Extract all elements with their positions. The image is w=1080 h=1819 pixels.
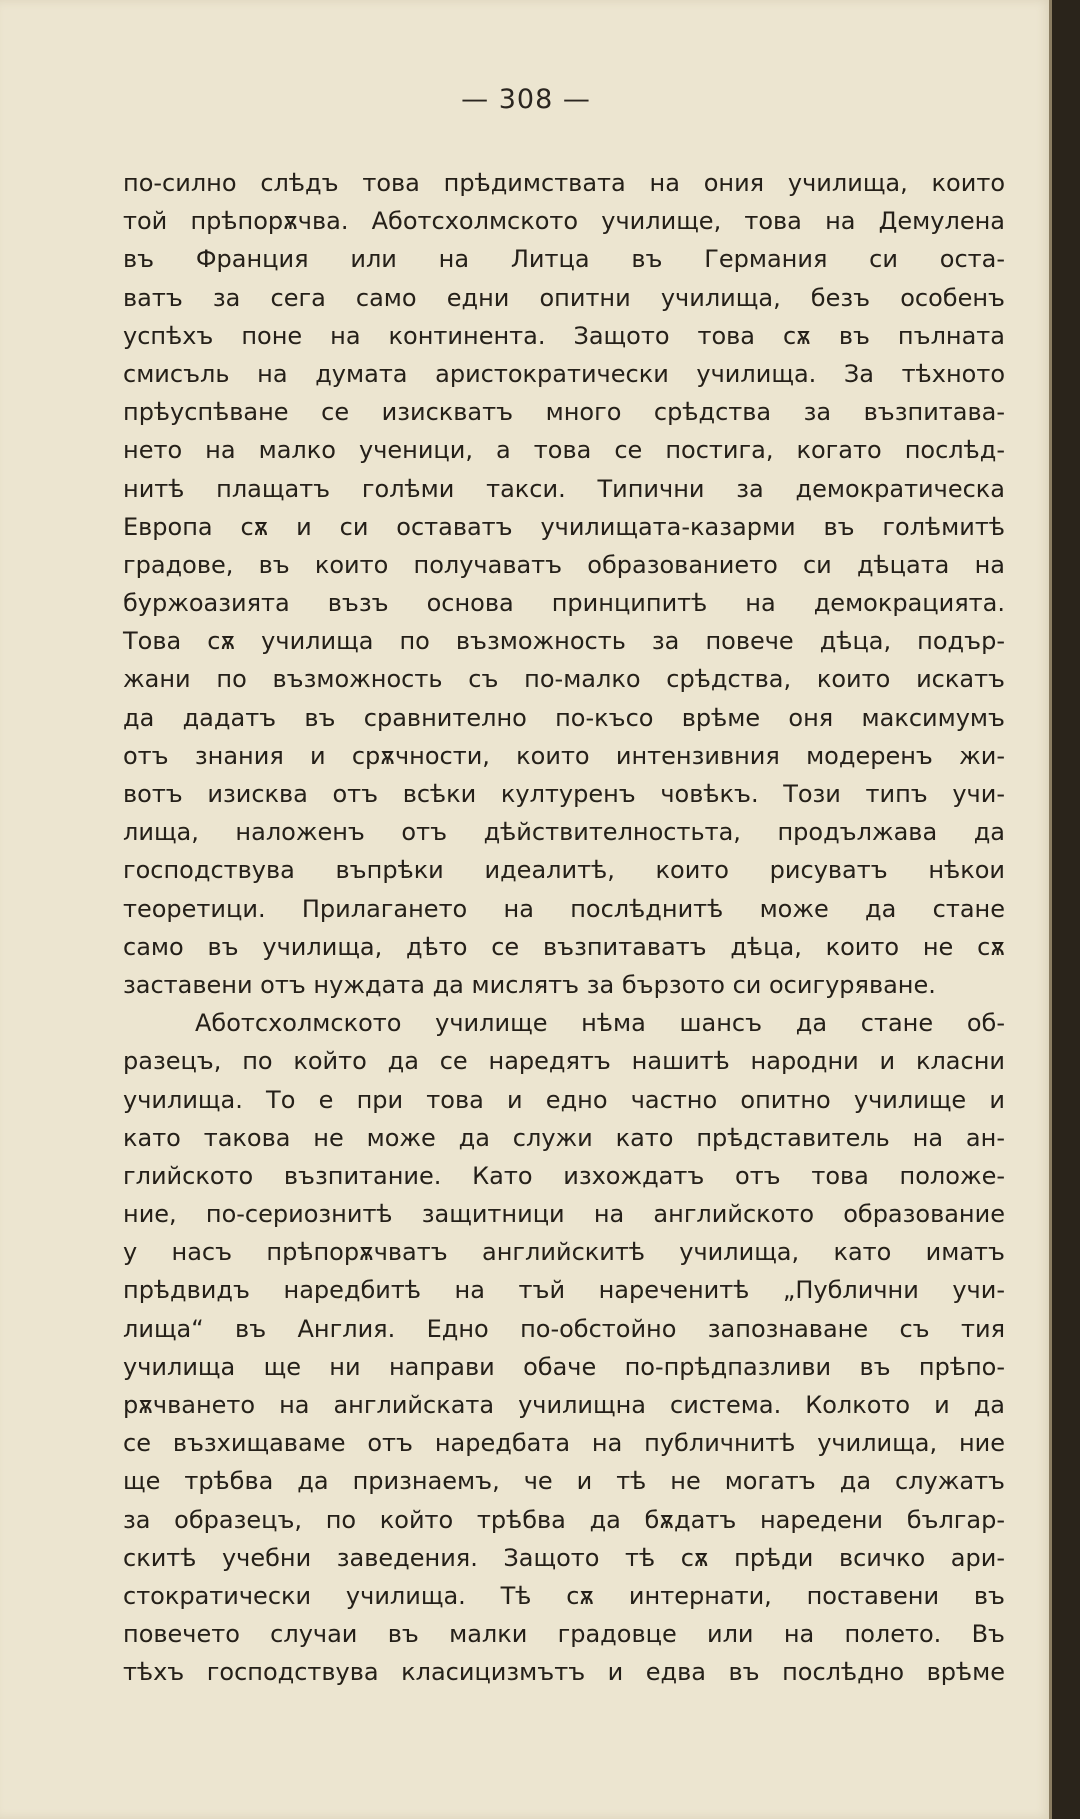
text-line: като такова не може да служи като прѣдставитель на ан-	[123, 1123, 1005, 1152]
text-line: той прѣпорѫчва. Аботсхолмското училище, това на Демулена	[123, 207, 1005, 236]
text-line: у насъ прѣпорѫчватъ английскитѣ училища, като иматъ	[123, 1238, 1005, 1267]
text-line: повечето случаи въ малки градовце или на полето. Въ	[123, 1620, 1005, 1649]
text-line: по-силно слѣдъ това прѣдимствата на ония училища, които	[123, 169, 1005, 197]
text-line: ние, по-сериознитѣ защитници на английското образование	[123, 1200, 1005, 1229]
text-line: буржоазията възъ основа принципитѣ на демокрацията.	[123, 589, 1005, 618]
text-line: градове, въ които получаватъ образованието си дѣцата на	[123, 550, 1005, 579]
text-line: да дадатъ въ сравнително по-късо врѣме оня максимумъ	[123, 703, 1005, 732]
text-line: нето на малко ученици, а това се постига, когато послѣд-	[123, 436, 1005, 465]
text-line: прѣуспѣване се изискватъ много срѣдства за възпитава-	[123, 398, 1005, 427]
text-line: скитѣ учебни заведения. Защото тѣ сѫ прѣди всичко ари-	[123, 1543, 1005, 1572]
text-line: теоретици. Прилагането на послѣднитѣ може да стане	[123, 894, 1005, 923]
text-line: лища, наложенъ отъ дѣйствителностьта, продължава да	[123, 818, 1005, 847]
text-line: Европа сѫ и си оставатъ училищата-казарми въ голѣмитѣ	[123, 512, 1005, 541]
text-line: жани по възможность съ по-малко срѣдства, които искатъ	[123, 665, 1005, 694]
text-line: въ Франция или на Литца въ Германия си оста-	[123, 245, 1005, 274]
text-line: тѣхъ господствува класицизмътъ и едва въ послѣдно врѣме	[123, 1658, 1005, 1687]
text-line: глийското възпитание. Като изхождатъ отъ това положе-	[123, 1161, 1005, 1190]
text-line: за образецъ, по който трѣбва да бѫдатъ наредени българ-	[123, 1505, 1005, 1534]
text-line: прѣдвидъ наредбитѣ на тъй нареченитѣ „Публични учи-	[123, 1276, 1005, 1305]
page-number: — 308 —	[461, 84, 591, 115]
text-line: вотъ изисква отъ всѣки културенъ човѣкъ. Този типъ учи-	[123, 780, 1005, 808]
text-line: се възхищаваме отъ наредбата на публичнитѣ училища, ние	[123, 1429, 1005, 1458]
text-line: смисъль на думата аристократически училища. За тѣхното	[123, 359, 1005, 388]
body-text	[123, 164, 1005, 1692]
text-line: разецъ, по който да се наредятъ нашитѣ народни и класни	[123, 1047, 1005, 1076]
text-line: рѫчването на английската училищна система. Колкото и да	[123, 1391, 1005, 1419]
text-line: нитѣ плащатъ голѣми такси. Типични за демократическа	[123, 474, 1005, 503]
paragraph-start-line: Аботсхолмското училище нѣма шансъ да стане об-	[195, 1009, 1005, 1038]
text-line: ще трѣбва да признаемъ, че и тѣ не могатъ да служатъ	[123, 1467, 1005, 1496]
text-line: стократически училища. Тѣ сѫ интернати, поставени въ	[123, 1581, 1005, 1610]
text-line: само въ училища, дѣто се възпитаватъ дѣца, които не сѫ	[123, 932, 1005, 961]
text-line: господствува въпрѣки идеалитѣ, които рисуватъ нѣкои	[123, 856, 1005, 885]
text-line: отъ знания и срѫчности, които интензивния модеренъ жи-	[123, 741, 1005, 770]
text-line: Това сѫ училища по възможность за повече дѣца, подър-	[123, 627, 1005, 656]
paragraph-end-line: заставени отъ нуждата да мислятъ за бързото си осигуряване.	[123, 970, 936, 999]
text-line: лища“ въ Англия. Едно по-обстойно запознаване съ тия	[123, 1314, 1005, 1343]
text-line: училища ще ни направи обаче по-прѣдпазливи въ прѣпо-	[123, 1352, 1005, 1381]
text-line: ватъ за сега само едни опитни училища, безъ особенъ	[123, 283, 1005, 312]
text-line: училища. То е при това и едно частно опитно училище и	[123, 1085, 1005, 1114]
text-line: успѣхъ поне на континента. Защото това сѫ въ пълната	[123, 321, 1005, 350]
page-edge-shadow	[1052, 0, 1080, 1819]
